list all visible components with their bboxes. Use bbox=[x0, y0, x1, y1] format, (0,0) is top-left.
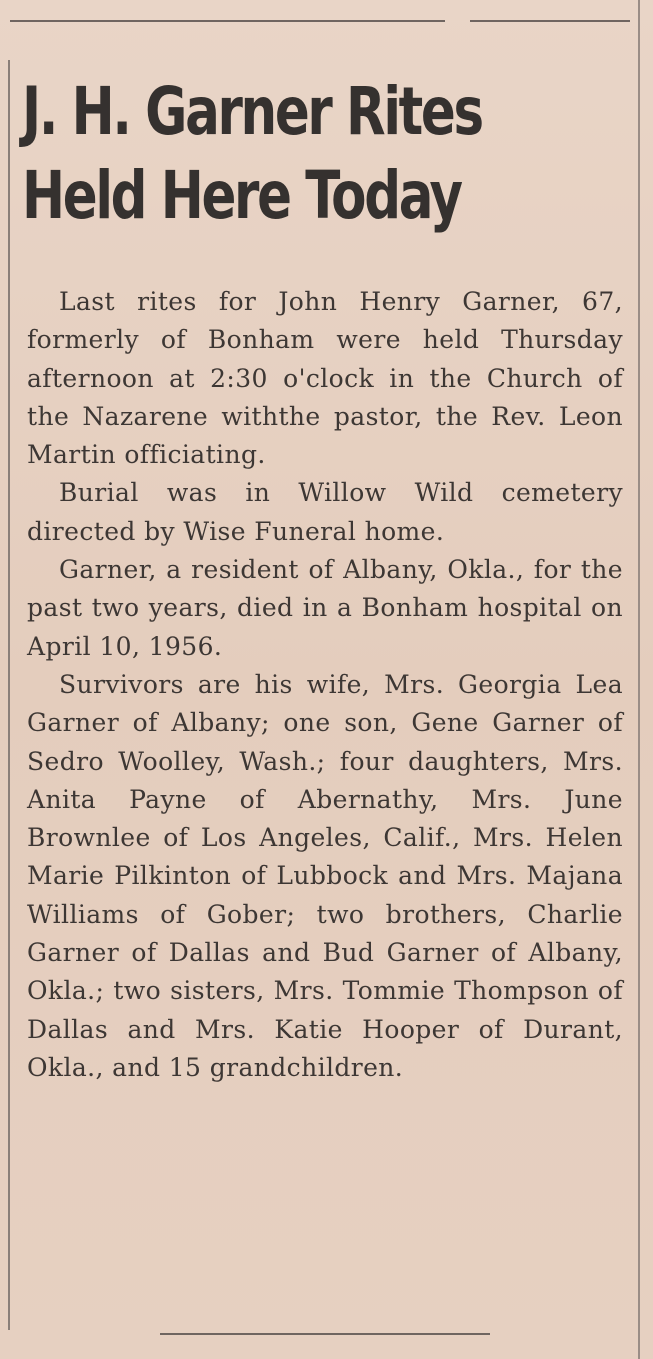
bottom-rule bbox=[160, 1333, 490, 1335]
paragraph-rites: Last rites for John Henry Garner, 67, formerly of Bonham were held Thursday afternoon at 2:30 o'clock in the Church of the Nazarene withthe pastor, the Rev. Leon Martin officiating. bbox=[27, 287, 623, 470]
article-body bbox=[27, 283, 623, 1087]
column-rule-right bbox=[638, 0, 640, 1359]
paragraph-residence: Garner, a resident of Albany, Okla., for the past two years, died in a Bonham hospital on April 10, 1956. bbox=[27, 555, 623, 661]
top-rule-right bbox=[470, 20, 630, 22]
headline-line-1: J. H. Garner Rites bbox=[22, 73, 482, 150]
top-rule-left bbox=[10, 20, 445, 22]
paragraph-survivors: Survivors are his wife, Mrs. Georgia Lea Garner of Albany; one son, Gene Garner of Sedro Woolley, Wash.; four daughters, Mrs. Anita Payne of Abernathy, Mrs. June Brownlee of Los Angeles, Calif., Mrs. Helen Marie Pilkinton of Lubbock and Mrs. Majana Williams of Gober; two brothers, Charlie Garner of Dallas and Bud Garner of Albany, Okla.; two sisters, Mrs. Tommie Thompson of Dallas and Mrs. Katie Hooper of Durant, Okla., and 15 grandchildren. bbox=[27, 669, 623, 1082]
headline-line-2: Held Here Today bbox=[22, 157, 461, 234]
column-rule-left bbox=[8, 60, 10, 1330]
headline bbox=[22, 70, 482, 238]
paragraph-burial: Burial was in Willow Wild cemetery directed by Wise Funeral home. bbox=[27, 478, 623, 546]
